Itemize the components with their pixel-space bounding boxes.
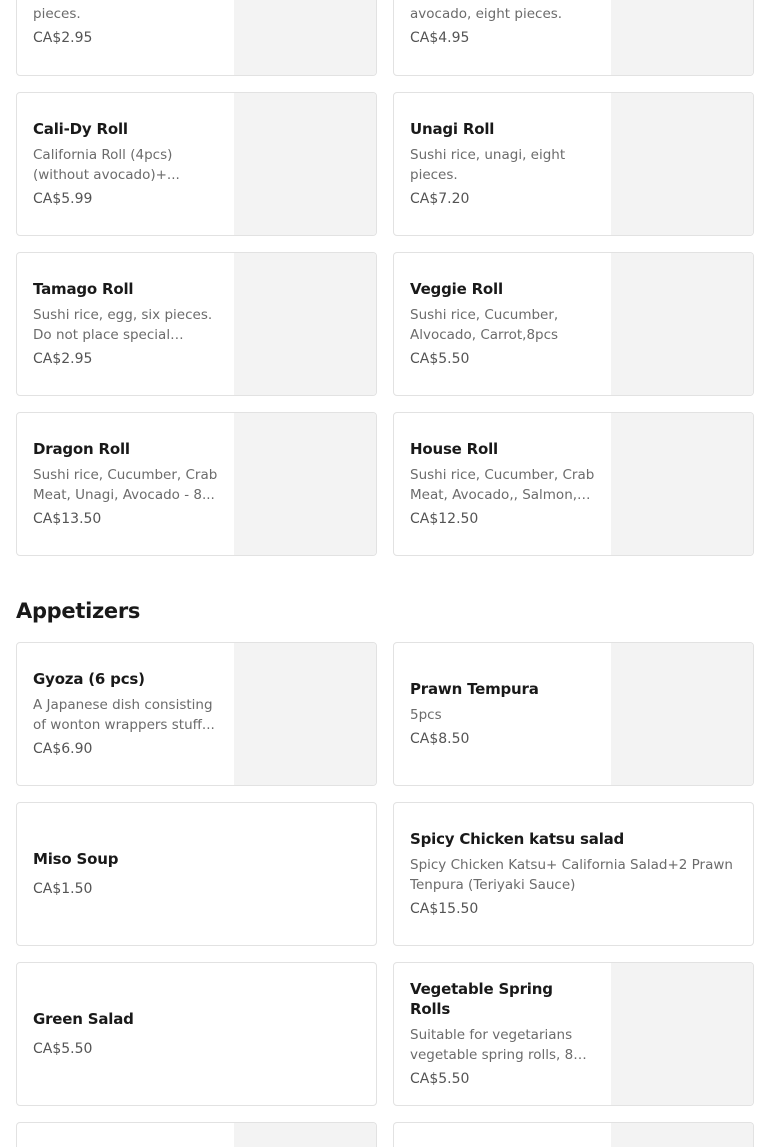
item-info (33, 0, 219, 75)
item-price: CA$2.95 (33, 351, 93, 367)
item-name: Cali-Dy Roll (33, 120, 128, 138)
item-price: CA$13.50 (33, 511, 102, 527)
item-description: Sushi rice, egg, six pieces. Do not place special (33, 307, 213, 343)
item-info (410, 803, 737, 945)
item-info (410, 413, 596, 555)
item-info (410, 253, 596, 395)
item-image (611, 1123, 753, 1147)
item-price: CA$8.50 (410, 731, 470, 747)
item-price: CA$2.95 (33, 30, 93, 46)
item-info (33, 93, 219, 235)
item-price: CA$6.90 (33, 741, 93, 757)
menu-item-card[interactable] (393, 802, 754, 946)
item-image (611, 93, 753, 235)
menu-item-card[interactable] (16, 252, 377, 396)
menu-item-card[interactable] (393, 962, 754, 1106)
item-price: CA$5.50 (33, 1041, 93, 1057)
item-image (234, 253, 376, 395)
menu-item-card[interactable] (393, 412, 754, 556)
item-image (234, 1123, 376, 1147)
item-description: California Roll (4pcs) (without avocado)+... (33, 147, 180, 183)
item-image (611, 253, 753, 395)
item-description: 5pcs (410, 707, 442, 723)
menu-item-card[interactable] (393, 1122, 754, 1147)
item-name: Unagi Roll (410, 120, 495, 138)
item-name: Tamago Roll (33, 280, 134, 298)
item-info (33, 803, 360, 945)
item-description: Sushi rice, Cucumber, Crab Meat, Avocado,, Salmon, (410, 467, 595, 503)
item-image (611, 0, 753, 75)
item-name: Green Salad (33, 1010, 134, 1028)
item-info (410, 93, 596, 235)
item-description: Sushi rice, Cucumber, Alvocado, Carrot,8pcs (410, 307, 559, 343)
item-name: Gyoza (6 pcs) (33, 670, 145, 688)
item-image (234, 93, 376, 235)
item-image (611, 643, 753, 785)
menu-item-card[interactable] (16, 962, 377, 1106)
item-description: Suitable for vegetarians vegetable spring rolls, 8 (410, 1027, 574, 1063)
item-image (234, 0, 376, 75)
item-image (611, 413, 753, 555)
item-name: Prawn Tempura (410, 680, 539, 698)
item-image (234, 643, 376, 785)
menu-item-card[interactable] (16, 802, 377, 946)
item-name: Spicy Chicken katsu salad (410, 830, 625, 848)
item-price: CA$5.50 (410, 351, 470, 367)
item-image (234, 413, 376, 555)
menu-item-card[interactable] (393, 0, 754, 76)
item-info (410, 0, 596, 75)
item-info (33, 643, 219, 785)
item-name: Veggie Roll (410, 280, 503, 298)
item-description: A Japanese dish consisting of wonton wrappers stuff... (33, 697, 215, 733)
item-image (611, 963, 753, 1105)
item-price: CA$4.95 (410, 30, 470, 46)
item-description: pieces. (33, 6, 81, 22)
item-name: Miso Soup (33, 850, 119, 868)
menu-item-card[interactable] (393, 642, 754, 786)
item-price: CA$7.20 (410, 191, 470, 207)
section-title-appetizers: Appetizers (16, 599, 141, 623)
item-info (410, 643, 596, 785)
item-price: CA$12.50 (410, 511, 479, 527)
item-description: Sushi rice, unagi, eight pieces. (410, 147, 566, 183)
item-name: House Roll (410, 440, 499, 458)
item-price: CA$1.50 (33, 881, 93, 897)
item-info (410, 963, 596, 1105)
item-name: Dragon Roll (33, 440, 130, 458)
item-description: Sushi rice, Cucumber, Crab Meat, Unagi, Avocado - 8... (33, 467, 218, 503)
item-price: CA$5.99 (33, 191, 93, 207)
item-info (33, 963, 360, 1105)
item-description: Spicy Chicken Katsu+ California Salad+2 Prawn Tenpura (Teriyaki Sauce) (410, 857, 733, 893)
item-price: CA$5.50 (410, 1071, 470, 1087)
item-price: CA$15.50 (410, 901, 479, 917)
menu-item-card[interactable] (16, 642, 377, 786)
menu-item-card[interactable] (16, 92, 377, 236)
menu-item-card[interactable] (16, 0, 377, 76)
menu-item-card[interactable] (16, 1122, 377, 1147)
menu-item-card[interactable] (393, 252, 754, 396)
menu-item-card[interactable] (16, 412, 377, 556)
item-info (33, 413, 219, 555)
item-info (33, 253, 219, 395)
item-name: Vegetable Spring Rolls (410, 980, 553, 1018)
item-description: avocado, eight pieces. (410, 6, 563, 22)
menu-item-card[interactable] (393, 92, 754, 236)
